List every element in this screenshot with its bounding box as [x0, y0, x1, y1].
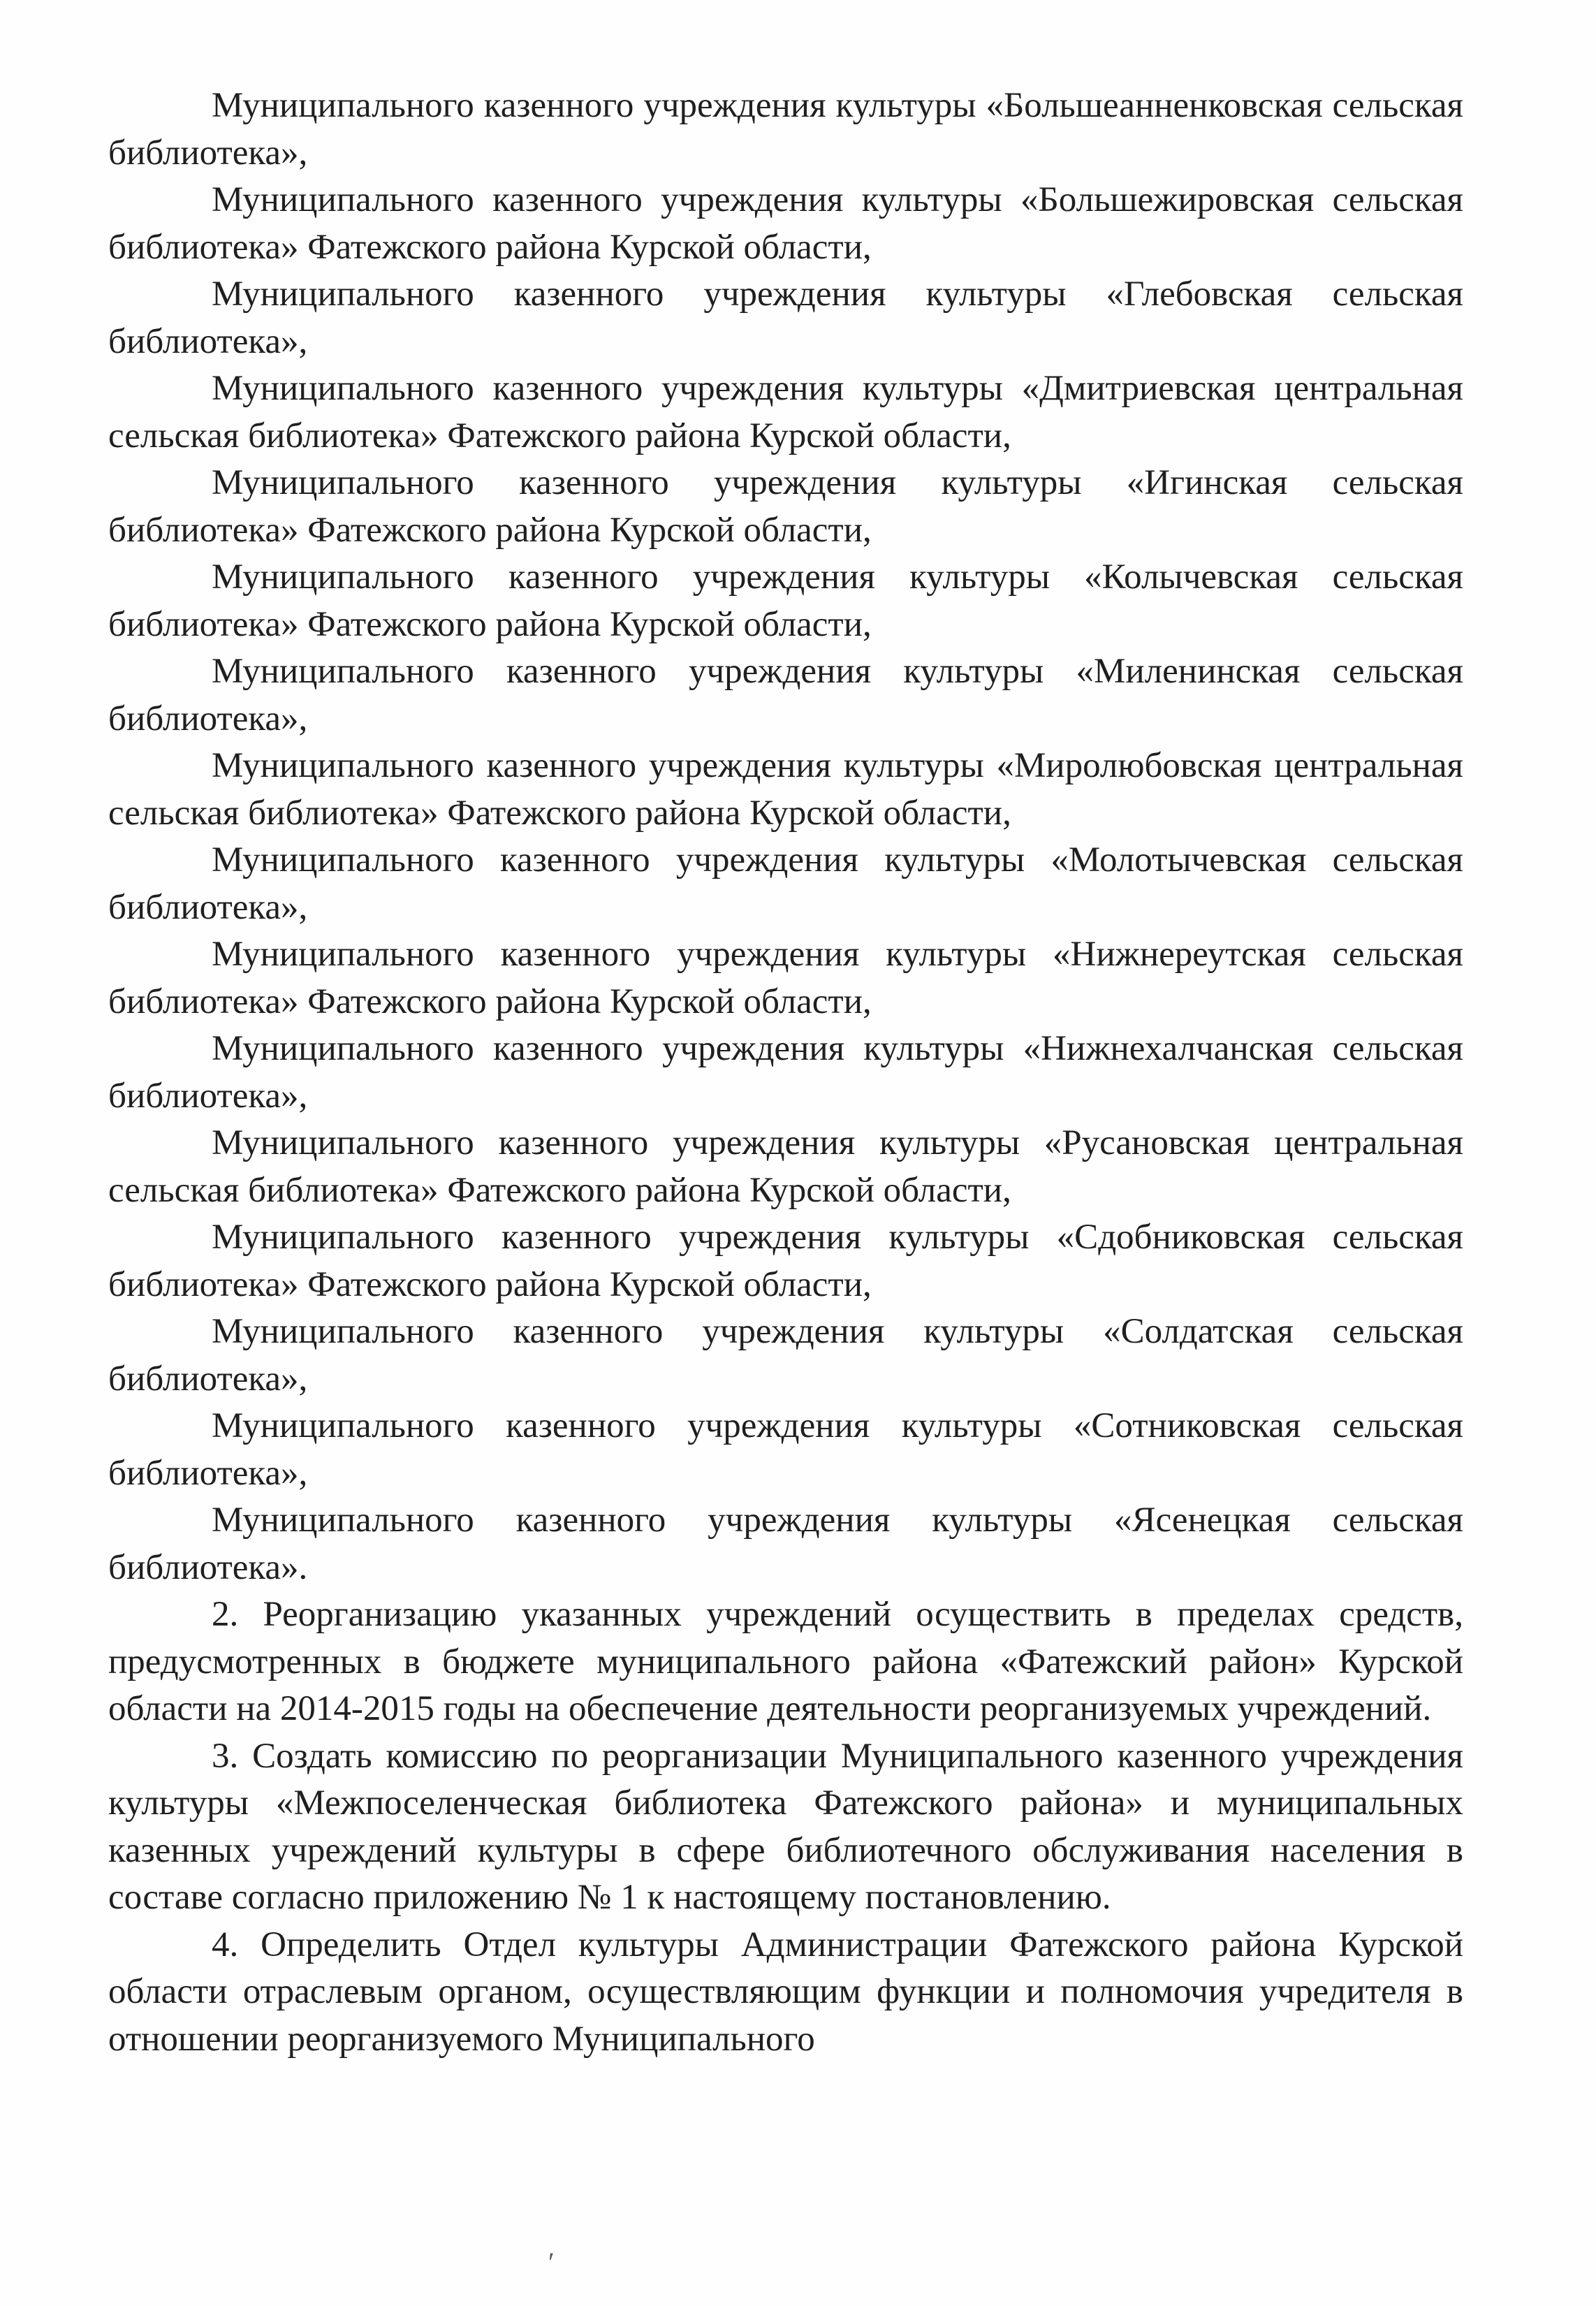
paragraph-2: Муниципального казенного учреждения культуры «Большежировская сельская библиотека» Фатежского района Курской области, [108, 180, 1463, 267]
paragraph-item-3: 3. Создать комиссию по реорганизации Муниципального казенного учреждения культуры «Межпоселенческая библиотека Фатежского района» и муниципальных казенных учреждений культуры в сфере библиотечного обслуживания населения в составе согласно приложению № 1 к настоящему постановлению. [108, 1736, 1463, 1917]
paragraph-16: Муниципального казенного учреждения культуры «Ясенецкая сельская библиотека». [108, 1501, 1463, 1587]
paragraph-11: Муниципального казенного учреждения культуры «Нижнехалчанская сельская библиотека», [108, 1029, 1463, 1116]
paragraph-item-2: 2. Реорганизацию указанных учреждений осуществить в пределах средств, предусмотренных в бюджете муниципального района «Фатежский район» Курской области на 2014-2015 годы на обеспечение деятельности реорганизуемых учреждений. [108, 1595, 1463, 1728]
paragraph-14: Муниципального казенного учреждения культуры «Солдатская сельская библиотека», [108, 1312, 1463, 1399]
paragraph-1: Муниципального казенного учреждения культуры «Большеанненковская сельская библиотека», [108, 86, 1463, 173]
paragraph-5: Муниципального казенного учреждения культуры «Игинская сельская библиотека» Фатежского района Курской области, [108, 463, 1463, 550]
paragraph-4: Муниципального казенного учреждения культуры «Дмитриевская центральная сельская библиотека» Фатежского района Курской области, [108, 369, 1463, 455]
paragraph-8: Муниципального казенного учреждения культуры «Миролюбовская центральная сельская библиотека» Фатежского района Курской области, [108, 746, 1463, 833]
paragraph-13: Муниципального казенного учреждения культуры «Сдобниковская сельская библиотека» Фатежского района Курской области, [108, 1218, 1463, 1304]
paragraph-15: Муниципального казенного учреждения культуры «Сотниковская сельская библиотека», [108, 1406, 1463, 1493]
paragraph-10: Муниципального казенного учреждения культуры «Нижнереутская сельская библиотека» Фатежского района Курской области, [108, 935, 1463, 1021]
document-body [108, 82, 1463, 2063]
scan-speck-icon: ′ [548, 2247, 555, 2278]
paragraph-3: Муниципального казенного учреждения культуры «Глебовская сельская библиотека», [108, 275, 1463, 361]
paragraph-item-4: 4. Определить Отдел культуры Администрации Фатежского района Курской области отраслевым органом, осуществляющим функции и полномочия учредителя в отношении реорганизуемого Муниципального [108, 1925, 1463, 2059]
paragraph-7: Муниципального казенного учреждения культуры «Миленинская сельская библиотека», [108, 652, 1463, 738]
paragraph-9: Муниципального казенного учреждения культуры «Молотычевская сельская библиотека», [108, 840, 1463, 927]
paragraph-6: Муниципального казенного учреждения культуры «Колычевская сельская библиотека» Фатежского района Курской области, [108, 557, 1463, 644]
paragraph-12: Муниципального казенного учреждения культуры «Русановская центральная сельская библиотека» Фатежского района Курской области, [108, 1123, 1463, 1210]
